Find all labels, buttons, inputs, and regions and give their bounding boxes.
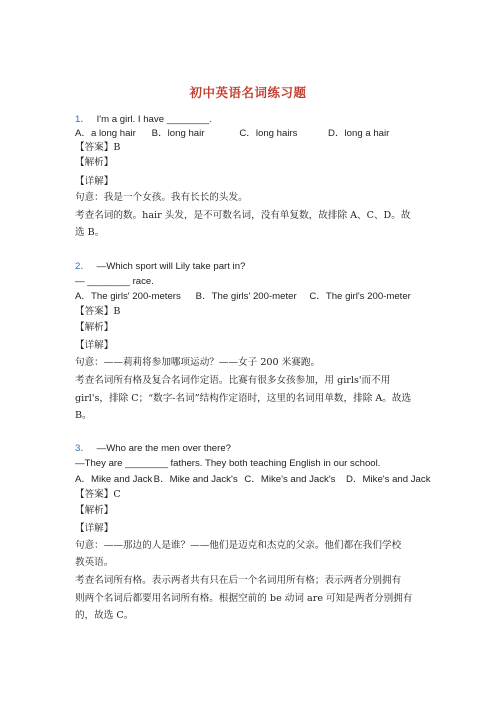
q1-explain-1: 考查名词的数。hair 头发，是不可数名词，没有单复数，故排除 A、C、D。故 <box>75 210 411 221</box>
q1-answer: 【答案】B <box>75 142 121 153</box>
q3-stem-line <box>75 443 231 455</box>
q3-number: 3． <box>75 443 90 454</box>
q3-stem: —Who are the men over there? <box>96 443 231 454</box>
q3-explain-2: 则两个名词后都要用名词所有格。根据空前的 be 动词 are 可知是两者分别拥有 <box>75 593 413 604</box>
q2-option-a: A．The girls' 200-meters <box>75 291 181 302</box>
q2-stem-line <box>75 261 245 273</box>
q2-explain-1: 考查名词所有格及复合名词作定语。比赛有很多女孩参加，用 girls'而不用 <box>75 375 391 386</box>
q2-number: 2． <box>75 261 90 272</box>
q3-answer: 【答案】C <box>75 489 121 500</box>
q1-option-b: B．long hair <box>151 128 205 139</box>
q3-detail: 【详解】 <box>75 523 114 534</box>
page-title: 初中英语名词练习题 <box>189 85 307 100</box>
q1-options <box>75 128 389 140</box>
q3-analysis: 【解析】 <box>75 505 114 516</box>
q1-detail: 【详解】 <box>75 176 114 187</box>
q2-answer: 【答案】B <box>75 306 121 317</box>
q2-option-b: B．The girls' 200-meter <box>195 291 297 302</box>
q2-stem-2: — ________ race. <box>75 276 154 287</box>
q1-meaning: 句意：我是一个女孩。我有长长的头发。 <box>75 192 248 203</box>
q2-options <box>75 291 411 303</box>
q3-option-c: C．Mike's and Jack's <box>244 474 336 485</box>
q2-option-c: C．The girl's 200-meter <box>309 291 411 302</box>
q2-stem: —Which sport will Lily take part in? <box>96 261 246 272</box>
q3-options <box>75 474 431 486</box>
q1-option-c: C．long hairs <box>239 128 298 139</box>
q3-option-a: A．Mike and Jack <box>75 474 153 485</box>
q2-explain-2: girl's，排除 C；“数字-名词”结构作定语时，这里的名词用单数，排除 A。故选 <box>75 393 412 404</box>
q2-analysis: 【解析】 <box>75 322 114 333</box>
q1-stem: I'm a girl. I have ________. <box>96 114 213 125</box>
q3-stem-2: —They are ________ fathers. They both teaching English in our school. <box>75 458 381 469</box>
q1-stem-line <box>75 114 212 126</box>
q2-meaning: 句意：——莉莉将参加哪项运动？——女子 200 米赛跑。 <box>75 357 321 368</box>
q3-meaning-2: 教英语。 <box>75 557 114 568</box>
q3-meaning-1: 句意：——那边的人是谁？——他们是迈克和杰克的父亲。他们都在我们学校 <box>75 540 402 551</box>
q1-number: 1． <box>75 114 90 125</box>
q3-explain-3: 的，故选 C。 <box>75 610 134 621</box>
q2-detail: 【详解】 <box>75 340 114 351</box>
q2-explain-3: B。 <box>75 410 92 421</box>
q1-analysis: 【解析】 <box>75 157 114 168</box>
q1-option-d: D．long a hair <box>328 128 390 139</box>
q1-option-a: A．a long hair <box>75 128 136 139</box>
q3-option-b: B．Mike and Jack's <box>153 474 238 485</box>
q3-option-d: D．Mike's and Jack <box>346 474 431 485</box>
q1-explain-2: 选 B。 <box>75 227 105 238</box>
q3-explain-1: 考查名词所有格。表示两者共有只在后一个名词用所有格；表示两者分别拥有 <box>75 575 402 586</box>
